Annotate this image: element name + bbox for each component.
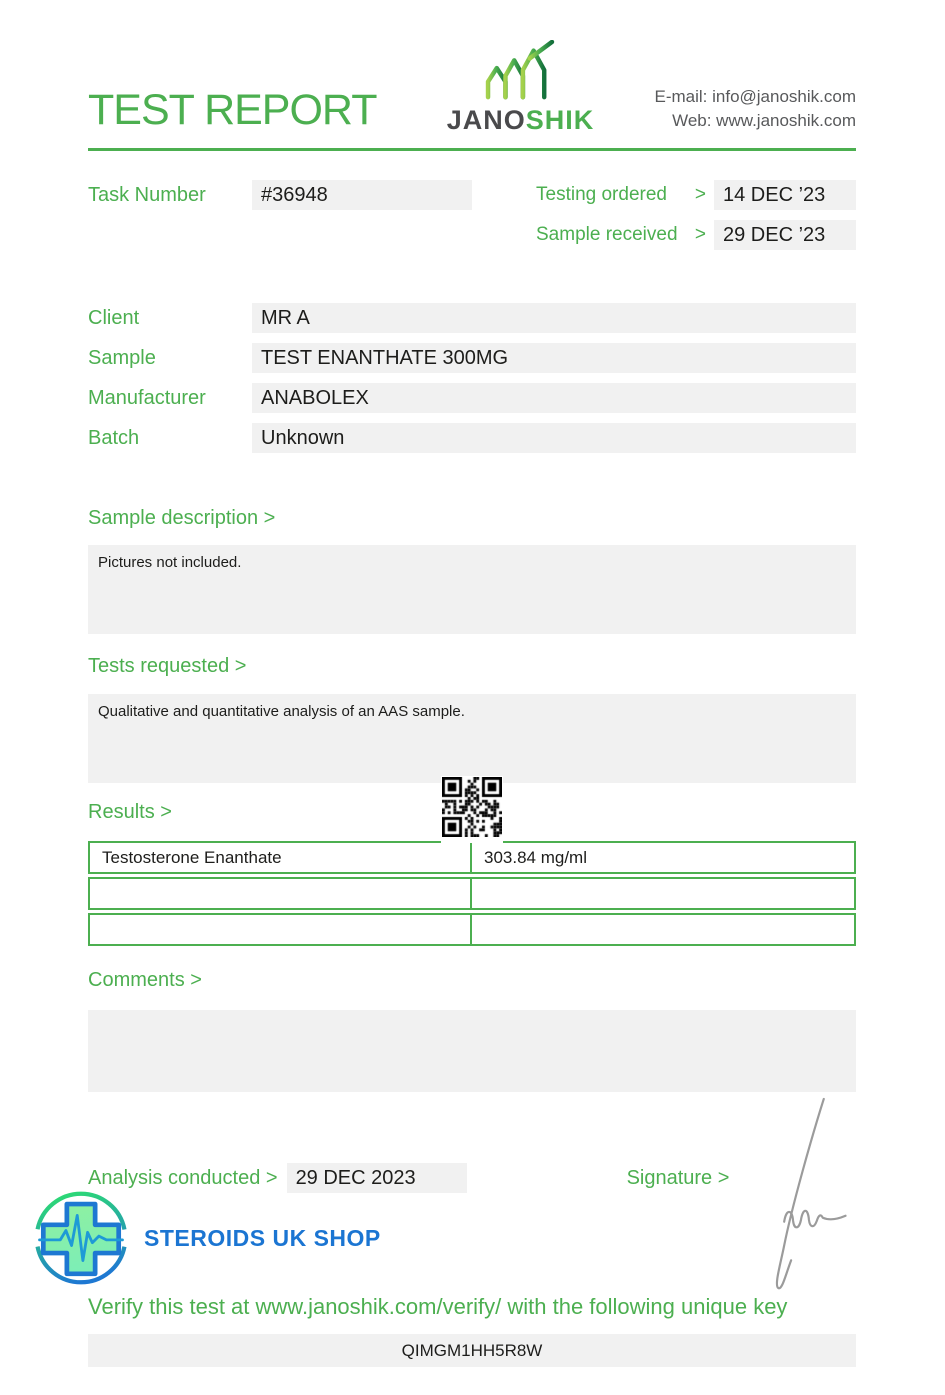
janoshik-logo [386,40,654,138]
dates-block [536,180,856,250]
result-analyte-2 [90,879,472,908]
comments-box [88,1010,856,1092]
result-row-3 [88,913,856,946]
task-number-label: Task Number [88,184,206,206]
task-number-row [88,180,472,250]
web-line: Web: www.janoshik.com [672,111,856,131]
header-divider [88,148,856,151]
results-heading: Results > [88,801,172,823]
sample-received-arrow: > [694,224,706,245]
batch-label: Batch [88,427,140,449]
janoshik-wordmark [447,107,595,138]
sample-received-label [536,220,714,250]
info-row-manufacturer [88,383,856,413]
results-section [88,800,856,946]
testing-ordered-date: 14 DEC ’23 [714,180,856,210]
sample-description-heading: Sample description > [88,507,276,529]
result-analyte-1: Testosterone Enanthate [90,843,472,872]
result-analyte-3 [90,915,472,944]
testing-ordered-text: Testing ordered [536,184,667,205]
sample-received-text: Sample received [536,224,678,245]
batch-value: Unknown [252,423,856,453]
comments-heading: Comments > [88,969,202,991]
footer-section [88,1163,856,1193]
shop-cross-icon [32,1188,130,1288]
verify-text: Verify this test at www.janoshik.com/verify/ with the following unique key [88,1294,788,1319]
email-line: E-mail: info@janoshik.com [654,86,856,106]
result-value-2 [472,879,854,908]
report-header [88,42,856,138]
signature-label: Signature > [626,1167,730,1189]
task-number-value: #36948 [252,180,472,210]
qr-code [441,776,503,843]
info-row-sample [88,343,856,373]
testing-ordered-row [536,180,856,210]
sample-received-date: 29 DEC ’23 [714,220,856,250]
page-title: TEST REPORT [88,86,377,134]
info-row-batch [88,423,856,453]
testing-ordered-label [536,180,714,210]
shop-logo-block [88,1187,856,1289]
result-value-1: 303.84 mg/ml [484,848,587,867]
tests-requested-box: Qualitative and quantitative analysis of an AAS sample. [88,694,856,783]
analysis-conducted-date: 29 DEC 2023 [287,1163,467,1193]
info-row-client [88,303,856,333]
client-value: MR A [252,303,856,333]
manufacturer-label: Manufacturer [88,387,206,409]
logo-text-shik: SHIK [525,105,595,135]
shop-name: STEROIDS UK SHOP [144,1224,381,1251]
task-section [88,180,856,250]
result-row-2 [88,877,856,910]
manufacturer-value: ANABOLEX [252,383,856,413]
client-label: Client [88,307,140,329]
unique-key-box: QIMGM1HH5R8W [88,1334,856,1367]
testing-ordered-arrow: > [694,184,706,205]
result-value-3 [472,915,854,944]
sample-description-box: Pictures not included. [88,545,856,634]
logo-text-jano: JANO [446,105,526,135]
sample-value: TEST ENANTHATE 300MG [252,343,856,373]
result-row-1 [88,841,856,874]
analysis-signature-row [88,1163,856,1193]
sample-info-section [88,303,856,453]
tests-requested-heading: Tests requested > [88,655,247,677]
contact-info [655,85,857,138]
results-table [88,841,856,946]
analysis-conducted-label: Analysis conducted > [88,1167,278,1189]
sample-received-row [536,220,856,250]
sample-label: Sample [88,347,156,369]
janoshik-chart-icon [478,40,562,107]
